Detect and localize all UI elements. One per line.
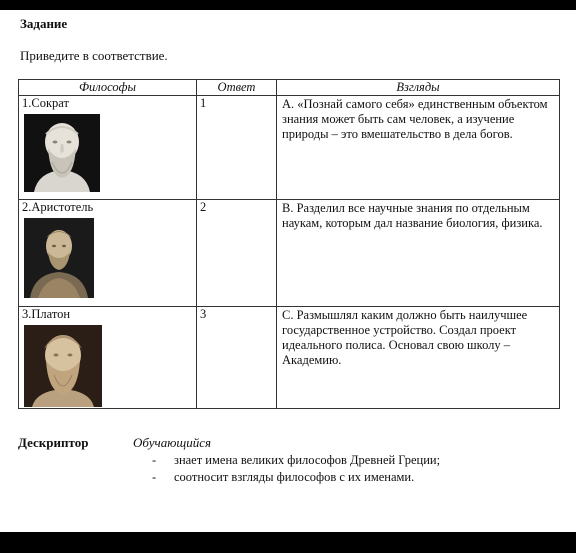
table-row bbox=[19, 96, 560, 200]
view-cell: А. «Познай самого себя» единственным объектом знания может быть сам человек, а изучение природы – это вмешательство в дела богов. bbox=[277, 96, 560, 200]
plato-portrait bbox=[24, 325, 102, 407]
document-page bbox=[0, 10, 576, 532]
task-instruction: Приведите в соответствие. bbox=[20, 48, 168, 63]
answer-cell: 1 bbox=[197, 96, 277, 200]
view-cell: С. Размышлял каким должно быть наилучшее государственное устройство. Создал проект идеального полиса. Основал свою школу –Академию. bbox=[277, 307, 560, 409]
philosopher-cell bbox=[19, 200, 197, 307]
descriptor-learner: Обучающийся bbox=[133, 435, 212, 450]
philosopher-cell bbox=[19, 307, 197, 409]
table-row bbox=[19, 307, 560, 409]
criterion-text: знает имена великих философов Древней Греции; bbox=[174, 453, 441, 467]
header-philosophers: Философы bbox=[19, 80, 197, 96]
answer-cell: 3 bbox=[197, 307, 277, 409]
task-title: Задание bbox=[20, 16, 68, 31]
descriptor-criterion bbox=[152, 453, 440, 468]
descriptor-criterion bbox=[152, 470, 414, 485]
philosopher-name: 3.Платон bbox=[22, 307, 71, 321]
philosopher-name: 2.Аристотель bbox=[22, 200, 94, 214]
answer-cell: 2 bbox=[197, 200, 277, 307]
table-row bbox=[19, 200, 560, 307]
header-views: Взгляды bbox=[277, 80, 560, 96]
bullet-dash: - bbox=[152, 453, 157, 467]
descriptor-label: Дескриптор bbox=[18, 435, 89, 450]
bullet-dash: - bbox=[152, 470, 157, 484]
view-cell: В. Разделил все научные знания по отдельным наукам, которым дал название биология, физика. bbox=[277, 200, 560, 307]
matching-table bbox=[18, 79, 560, 409]
philosopher-name: 1.Сократ bbox=[22, 96, 69, 110]
table-header-row bbox=[19, 80, 560, 96]
header-answer: Ответ bbox=[197, 80, 277, 96]
philosopher-cell bbox=[19, 96, 197, 200]
aristotle-portrait bbox=[24, 218, 94, 298]
socrates-portrait bbox=[24, 114, 100, 192]
criterion-text: соотносит взгляды философов с их именами. bbox=[174, 470, 415, 484]
